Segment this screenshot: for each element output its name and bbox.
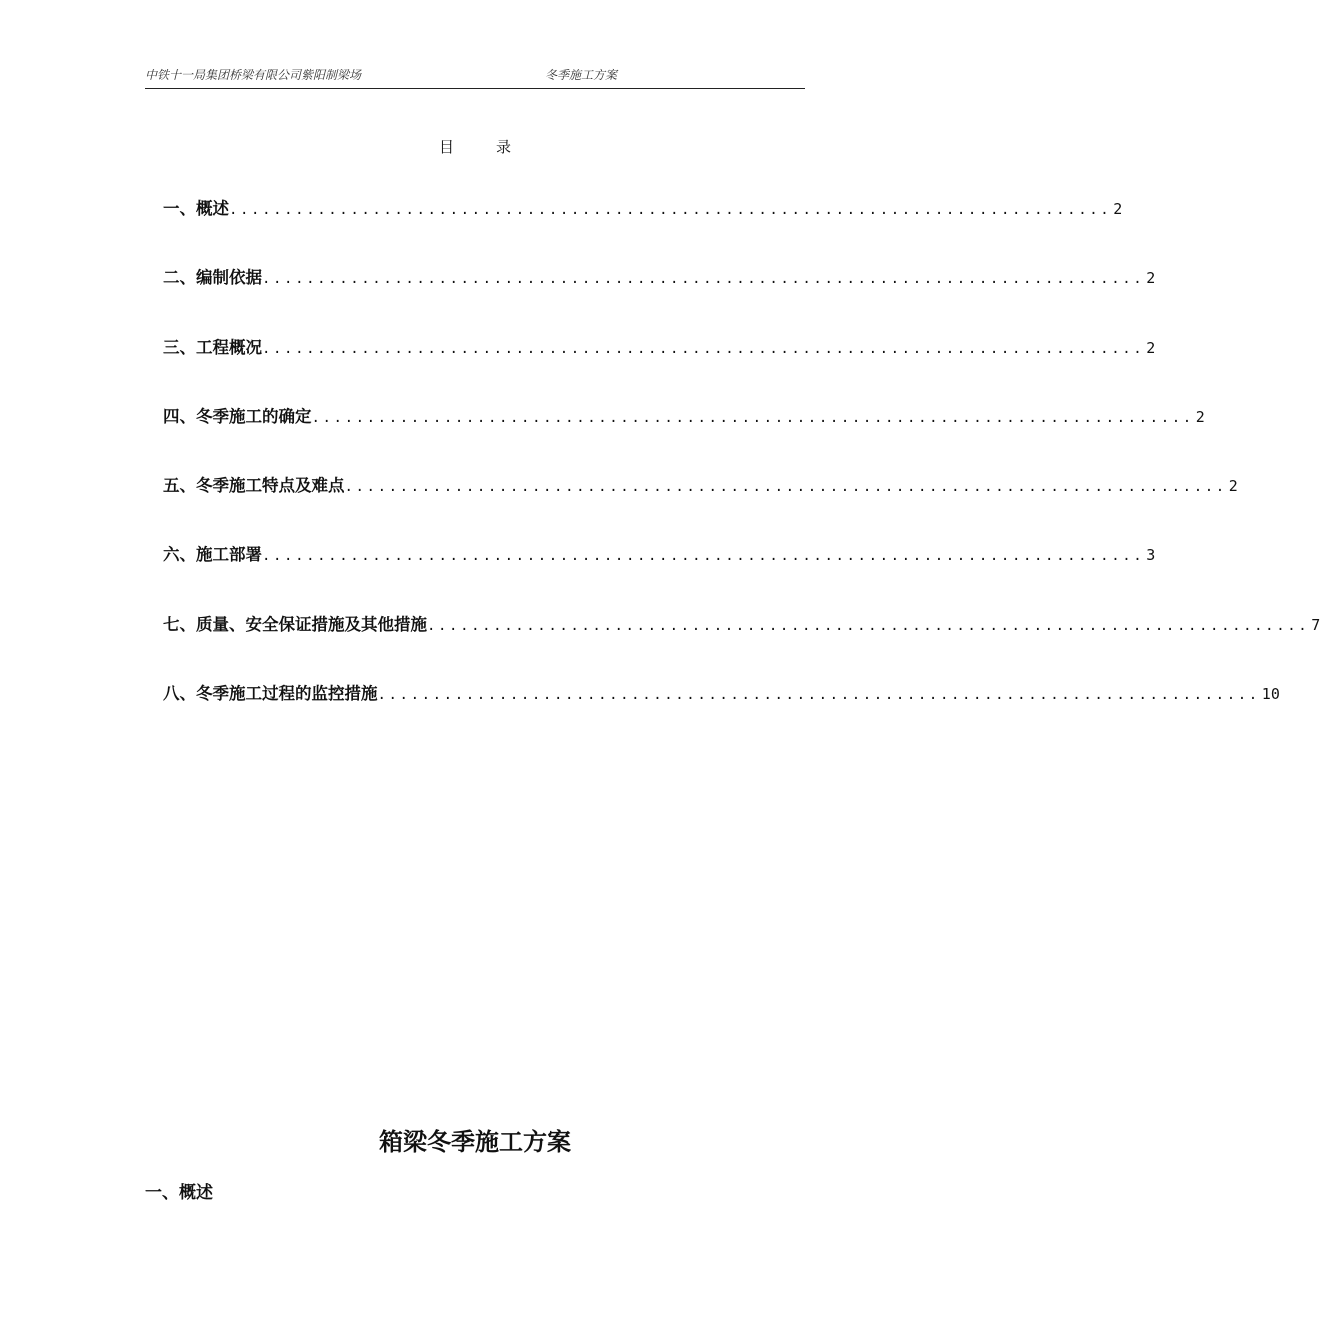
toc-entry[interactable] (163, 611, 1320, 637)
toc-entry-page: 10 (1261, 685, 1280, 704)
toc-title-char: 录 (496, 138, 512, 156)
toc-entry[interactable] (163, 195, 1123, 221)
toc-entry-page: 2 (1113, 200, 1123, 218)
toc-entry-page: 7 (1311, 615, 1320, 634)
toc-entry-label: 七、质量、安全保证措施及其他措施 (163, 614, 427, 634)
toc-entry-page: 2 (1146, 269, 1156, 288)
toc-title (0, 136, 950, 157)
document-title: 箱梁冬季施工方案 (379, 1127, 571, 1156)
header-document-name: 冬季施工方案 (545, 68, 618, 82)
toc-entry[interactable] (163, 541, 1156, 567)
toc-entry[interactable] (163, 403, 1205, 429)
toc-entry-page: 2 (1146, 338, 1156, 357)
toc-leader-dots: ................................................................................ (377, 687, 1260, 704)
toc-entry-page: 2 (1228, 477, 1238, 496)
toc-entry-page: 3 (1146, 546, 1156, 565)
toc-entry[interactable] (163, 472, 1238, 498)
toc-entry[interactable] (163, 264, 1156, 290)
toc-leader-dots: ................................................................................ (344, 479, 1227, 496)
header-company-name: 中铁十一局集团桥梁有限公司紫阳制梁场 (145, 68, 362, 82)
toc-entry-page: 2 (1195, 407, 1205, 426)
toc-entry-label: 一、概述 (163, 199, 229, 218)
toc-entry[interactable] (163, 680, 1280, 706)
toc-leader-dots: ................................................................................ (262, 271, 1145, 288)
toc-leader-dots: ................................................................................ (229, 202, 1112, 218)
toc-entry-label: 四、冬季施工的确定 (163, 406, 312, 426)
toc-entry[interactable] (163, 334, 1156, 360)
page-header (145, 64, 805, 89)
toc-leader-dots: ................................................................................ (262, 340, 1145, 357)
toc-entry-label: 六、施工部署 (163, 545, 262, 565)
toc-entry-label: 五、冬季施工特点及难点 (163, 476, 345, 496)
toc-leader-dots: ................................................................................ (262, 548, 1145, 565)
section-heading: 一、概述 (145, 1183, 213, 1203)
toc-leader-dots: ................................................................................ (311, 409, 1194, 426)
toc-entry-label: 八、冬季施工过程的监控措施 (163, 684, 378, 704)
toc-entry-label: 二、编制依据 (163, 268, 262, 288)
toc-entry-label: 三、工程概况 (163, 337, 262, 357)
toc-leader-dots: ................................................................................ (427, 617, 1310, 634)
table-of-contents (163, 195, 1320, 749)
toc-title-char: 目 (438, 138, 454, 156)
